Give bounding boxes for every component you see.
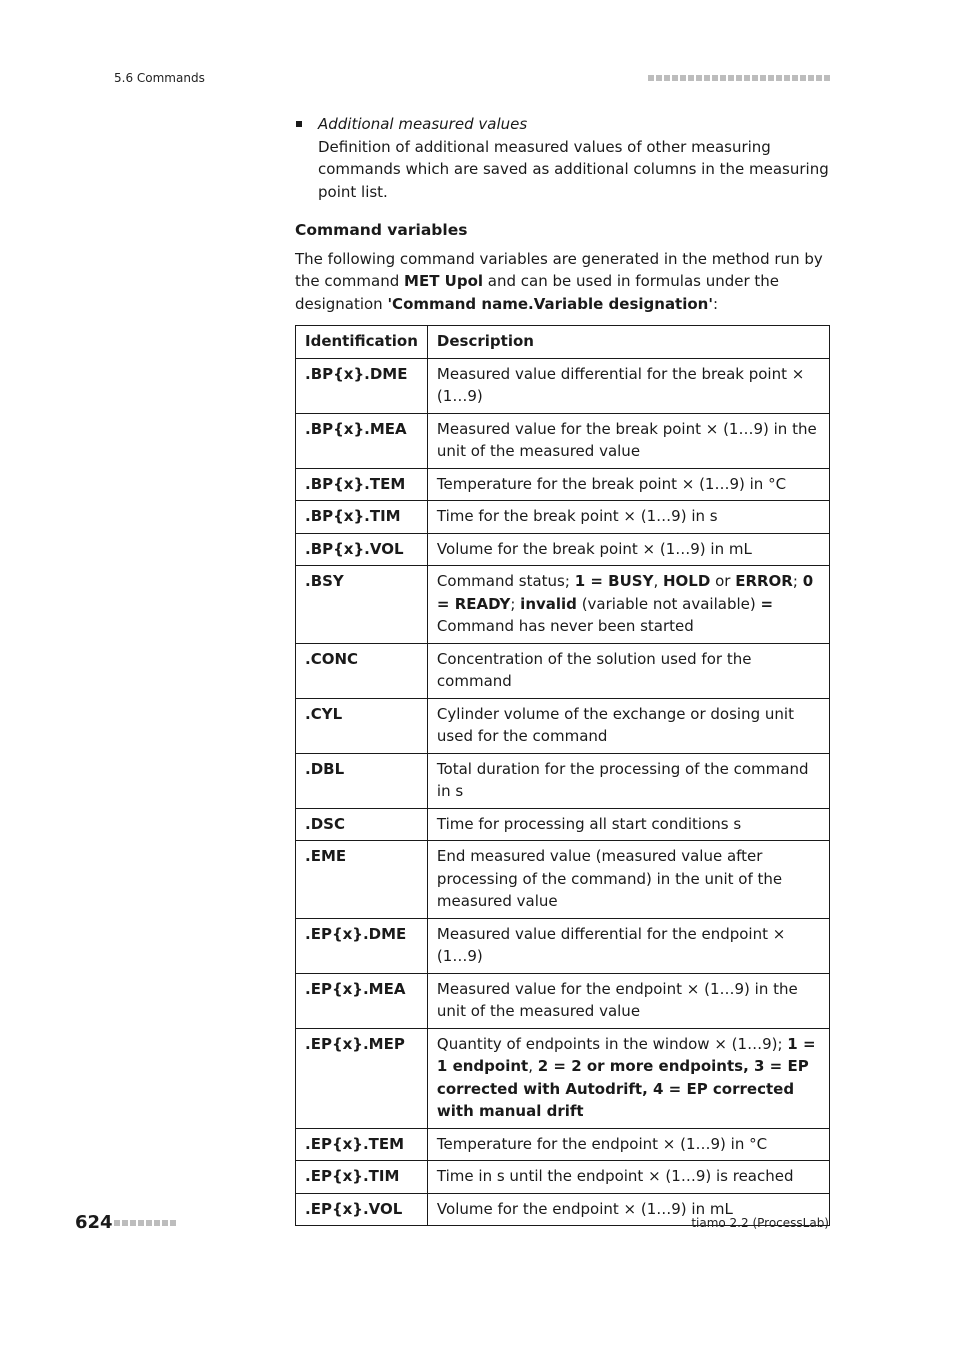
variable-description: Cylinder volume of the exchange or dosing unit used for the command xyxy=(427,698,829,753)
variable-identification: .EME xyxy=(296,841,428,919)
command-variables-table xyxy=(295,325,830,1226)
variable-description: Measured value for the break point × (1…9) in the unit of the measured value xyxy=(427,413,829,468)
table-row xyxy=(296,918,830,973)
decoration-dot xyxy=(122,1220,128,1226)
footer-decoration-dots xyxy=(114,1220,176,1226)
intro-text-1: The following command variables are generated in the method run by the command xyxy=(295,249,823,290)
decoration-dot xyxy=(752,75,758,81)
decoration-dot xyxy=(784,75,790,81)
decoration-dot xyxy=(728,75,734,81)
variable-description: Time for the break point × (1…9) in s xyxy=(427,501,829,534)
footer-product-name: tiamo 2.2 (ProcessLab) xyxy=(691,1216,829,1230)
variable-identification: .CYL xyxy=(296,698,428,753)
description-segment: , xyxy=(653,572,663,590)
variable-description: Temperature for the break point × (1…9) in °C xyxy=(427,468,829,501)
description-segment: 1 = BUSY xyxy=(574,572,654,590)
decoration-dot xyxy=(138,1220,144,1226)
page-content xyxy=(295,113,830,1226)
table-row xyxy=(296,643,830,698)
variable-identification: .BP{x}.VOL xyxy=(296,533,428,566)
variable-identification: .EP{x}.DME xyxy=(296,918,428,973)
variable-identification: .DBL xyxy=(296,753,428,808)
decoration-dot xyxy=(768,75,774,81)
variable-identification: .EP{x}.TIM xyxy=(296,1161,428,1194)
variable-identification: .BP{x}.TEM xyxy=(296,468,428,501)
header-decoration-dots xyxy=(648,75,830,81)
description-segment: or xyxy=(710,572,736,590)
decoration-dot xyxy=(720,75,726,81)
decoration-dot xyxy=(680,75,686,81)
bullet-description: Definition of additional measured values of other measuring commands which are saved as additional columns in the measuring point list. xyxy=(318,137,829,201)
description-segment: 2 = 2 or more endpoints, 3 = EP corrected with Autodrift, 4 = EP corrected with manual drift xyxy=(436,1057,809,1120)
intro-text-3: : xyxy=(712,294,719,313)
decoration-dot xyxy=(648,75,654,81)
bullet-item-additional-measured-values xyxy=(295,113,830,203)
decoration-dot xyxy=(824,75,830,81)
table-row xyxy=(296,533,830,566)
variable-description: Concentration of the solution used for the command xyxy=(427,643,829,698)
decoration-dot xyxy=(154,1220,160,1226)
decoration-dot xyxy=(656,75,662,81)
variable-description: Measured value differential for the break point × (1…9) xyxy=(427,358,829,413)
decoration-dot xyxy=(776,75,782,81)
decoration-dot xyxy=(712,75,718,81)
decoration-dot xyxy=(162,1220,168,1226)
variable-description: Volume for the endpoint × (1…9) in mL xyxy=(427,1193,829,1226)
decoration-dot xyxy=(736,75,742,81)
decoration-dot xyxy=(704,75,710,81)
description-segment: HOLD xyxy=(662,572,711,590)
decoration-dot xyxy=(170,1220,176,1226)
variable-identification: .CONC xyxy=(296,643,428,698)
table-row xyxy=(296,1028,830,1128)
variable-description: End measured value (measured value after processing of the command) in the unit of the measured value xyxy=(427,841,829,919)
column-header-identification: Identification xyxy=(296,326,428,359)
decoration-dot xyxy=(696,75,702,81)
variable-identification: .EP{x}.VOL xyxy=(296,1193,428,1226)
variable-description: Temperature for the endpoint × (1…9) in °C xyxy=(427,1128,829,1161)
bullet-square-icon xyxy=(296,121,302,127)
variable-identification: .EP{x}.MEP xyxy=(296,1028,428,1128)
description-segment: Command status; xyxy=(436,572,575,590)
table-body xyxy=(296,358,830,1226)
variable-identification: .BP{x}.TIM xyxy=(296,501,428,534)
variable-description: Measured value differential for the endpoint × (1…9) xyxy=(427,918,829,973)
description-segment: = xyxy=(760,594,774,613)
decoration-dot xyxy=(816,75,822,81)
decoration-dot xyxy=(800,75,806,81)
table-row xyxy=(296,698,830,753)
table-row xyxy=(296,501,830,534)
variable-identification: .EP{x}.MEA xyxy=(296,973,428,1028)
decoration-dot xyxy=(672,75,678,81)
decoration-dot xyxy=(114,1220,120,1226)
variable-identification: .BSY xyxy=(296,566,428,644)
description-segment: invalid xyxy=(520,594,577,613)
decoration-dot xyxy=(744,75,750,81)
description-segment: 0 = READY xyxy=(436,572,814,613)
description-segment: Quantity of endpoints in the window × (1…9); xyxy=(436,1034,788,1053)
intro-text-2: and can be used in formulas under the designation xyxy=(295,272,780,313)
description-segment: ERROR xyxy=(735,572,793,590)
column-header-description: Description xyxy=(427,326,829,359)
table-row xyxy=(296,808,830,841)
intro-command-name: MET Upol xyxy=(404,272,484,290)
variable-description: Time for processing all start conditions s xyxy=(427,808,829,841)
table-row xyxy=(296,753,830,808)
description-segment: (variable not available) xyxy=(576,594,761,613)
table-row xyxy=(296,358,830,413)
intro-paragraph xyxy=(295,248,830,316)
page-number: 624 xyxy=(75,1212,113,1233)
section-heading: Command variables xyxy=(295,221,468,239)
decoration-dot xyxy=(664,75,670,81)
table-row xyxy=(296,468,830,501)
bullet-title: Additional measured values xyxy=(318,115,528,133)
table-row xyxy=(296,566,830,644)
table-row xyxy=(296,973,830,1028)
variable-description: Volume for the break point × (1…9) in mL xyxy=(427,533,829,566)
table-row xyxy=(296,413,830,468)
variable-identification: .BP{x}.DME xyxy=(296,358,428,413)
decoration-dot xyxy=(146,1220,152,1226)
decoration-dot xyxy=(688,75,694,81)
decoration-dot xyxy=(130,1220,136,1226)
variable-description: Measured value for the endpoint × (1…9) in the unit of the measured value xyxy=(427,973,829,1028)
variable-description: Time in s until the endpoint × (1…9) is reached xyxy=(427,1161,829,1194)
description-segment: Command has never been started xyxy=(436,617,694,635)
table-row xyxy=(296,1161,830,1194)
variable-identification: .EP{x}.TEM xyxy=(296,1128,428,1161)
variable-description: Total duration for the processing of the command in s xyxy=(427,753,829,808)
description-segment: , xyxy=(528,1057,538,1075)
decoration-dot xyxy=(808,75,814,81)
variable-description xyxy=(427,1028,829,1128)
variable-identification: .DSC xyxy=(296,808,428,841)
table-row xyxy=(296,1128,830,1161)
table-row xyxy=(296,841,830,919)
running-header-section: 5.6 Commands xyxy=(114,71,205,85)
description-segment: 1 = 1 endpoint xyxy=(436,1034,816,1075)
decoration-dot xyxy=(792,75,798,81)
variable-description xyxy=(427,566,829,644)
description-segment: ; xyxy=(510,594,521,613)
description-segment: ; xyxy=(792,572,803,590)
decoration-dot xyxy=(760,75,766,81)
intro-designation: 'Command name.Variable designation' xyxy=(387,294,713,313)
table-header-row xyxy=(296,326,830,359)
variable-identification: .BP{x}.MEA xyxy=(296,413,428,468)
